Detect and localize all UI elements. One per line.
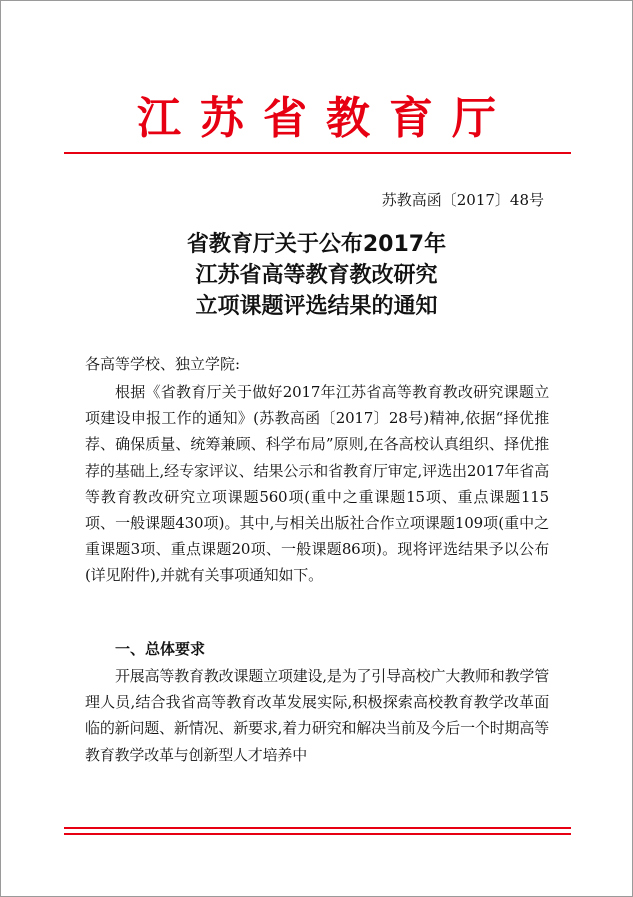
addressee: 各高等学校、独立学院: <box>85 355 241 373</box>
document-title-line-2: 江苏省高等教育教改研究 <box>195 263 438 288</box>
footer-red-rule-bottom <box>64 833 571 835</box>
document-title-line-1: 省教育厅关于公布2017年 <box>186 232 447 257</box>
issuing-authority-title: 江苏省教育厅 <box>137 93 515 144</box>
footer-red-rule-top <box>64 827 571 829</box>
body-paragraph-2: 开展高等教育教改课题立项建设,是为了引导高校广大教师和教学管理人员,结合我省高等教育改革发展实际,积极探索高校教育教学改革面临的新问题、新情况、新要求,着力研究和解决当前及今后一个时期高等教育教学改革与创新型人才培养中 <box>85 667 549 764</box>
document-number: 苏教高函〔2017〕48号 <box>381 191 544 209</box>
header-red-rule <box>64 152 571 154</box>
section-heading-1: 一、总体要求 <box>115 640 206 658</box>
body-paragraph-1: 根据《省教育厅关于做好2017年江苏省高等教育教改研究课题立项建设申报工作的通知》(苏教高函〔2017〕28号)精神,依据“择优推荐、确保质量、统筹兼顾、科学布局”原则,在各高校认真组织、择优推荐的基础上,经专家评议、结果公示和省教育厅审定,评选出2017年省高等教育教改研究立项课题560项(重中之重课题15项、重点课题115项、一般课题430项)。其中,与相关出版社合作立项课题109项(重中之重课题3项、重点课题20项、一般课题86项)。现将评选结果予以公布(详见附件),并就有关事项通知如下。 <box>85 383 549 585</box>
document-title <box>1 229 632 322</box>
document-title-line-3: 立项课题评选结果的通知 <box>195 294 438 319</box>
